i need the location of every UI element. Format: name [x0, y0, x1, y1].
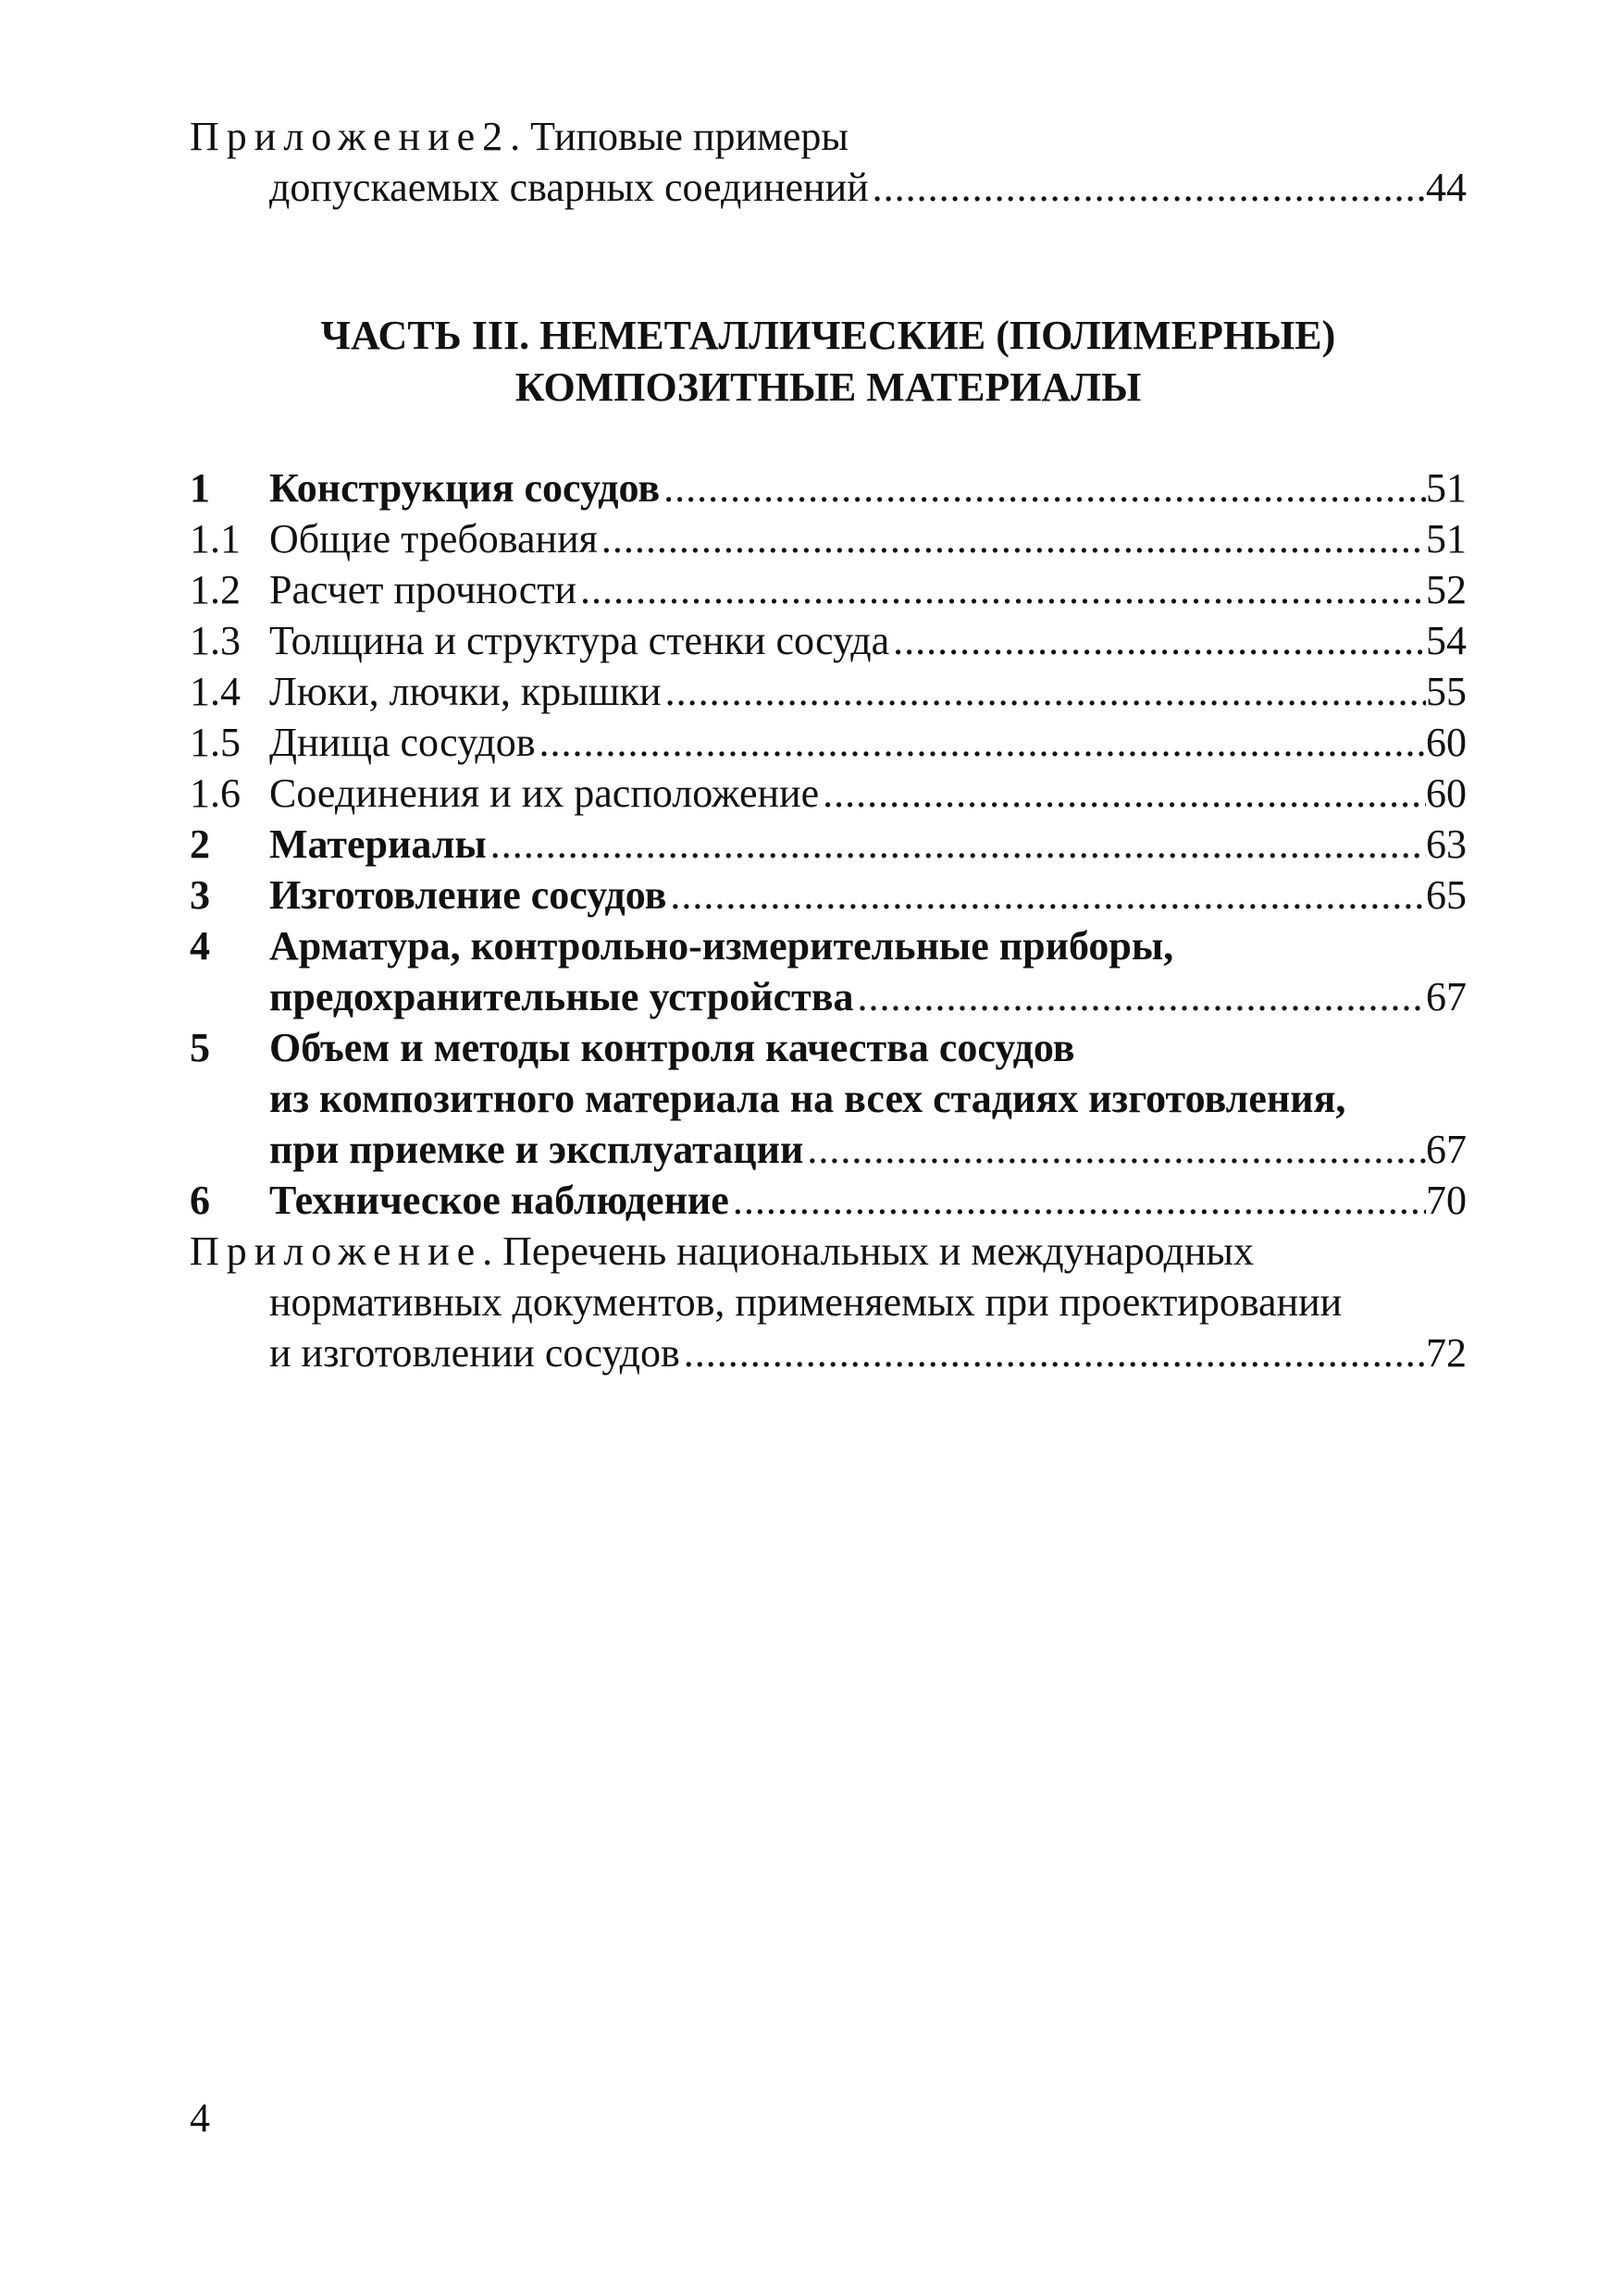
dot-leader: [680, 1327, 1426, 1379]
part-heading-line1: ЧАСТЬ III. НЕМЕТАЛЛИЧЕСКИЕ (ПОЛИМЕРНЫЕ): [320, 313, 1336, 358]
dot-leader: [854, 971, 1427, 1023]
toc-entry-title: Днища сосудов: [269, 720, 536, 765]
toc-entry-number: 1.3: [190, 618, 241, 663]
toc-entry-title: Арматура, контрольно-измерительные приборы,: [269, 923, 1174, 969]
toc-entry-number: 2: [190, 821, 210, 867]
toc-entry-title: предохранительные устройства: [269, 974, 854, 1019]
dot-leader: [666, 870, 1426, 921]
prev-appendix-title-1: . Типовые примеры: [510, 114, 849, 159]
part-heading-line2: КОМПОЗИТНЫЕ МАТЕРИАЛЫ: [514, 364, 1142, 410]
prev-appendix-title-2: допускаемых сварных соединений: [269, 165, 869, 210]
dot-leader: [819, 768, 1426, 820]
toc-entry-number: 1.1: [190, 516, 241, 562]
toc-entry-number: 3: [190, 872, 210, 918]
dot-leader: [576, 564, 1426, 616]
dot-leader: [487, 819, 1426, 870]
appendix-label: Приложение: [190, 1228, 483, 1274]
toc-entry-1-4[interactable]: [190, 666, 1467, 718]
toc-entry-6[interactable]: [190, 1175, 1467, 1227]
toc-entry-title: Конструкция сосудов: [269, 465, 661, 511]
toc-entry-number: 1.2: [190, 567, 241, 612]
appendix-line3[interactable]: [190, 1327, 1467, 1379]
toc-entry-page: 70: [1426, 1178, 1467, 1223]
toc-entry-title: Общие требования: [269, 516, 598, 562]
toc-entry-1-3[interactable]: [190, 615, 1467, 667]
toc-entry-1-1[interactable]: [190, 513, 1467, 565]
toc-entry-5-line1[interactable]: [190, 1022, 1467, 1074]
toc-entry-title: Объем и методы контроля качества сосудов: [269, 1025, 1075, 1070]
appendix-line2[interactable]: [190, 1277, 1467, 1328]
toc-entry-title: Расчет прочности: [269, 567, 577, 612]
appendix-title-1: . Перечень национальных и международных: [482, 1228, 1254, 1274]
toc-entry-page: 55: [1426, 669, 1467, 714]
toc-entry-page: 51: [1426, 465, 1467, 511]
prev-appendix-number: 2: [482, 114, 511, 159]
dot-leader: [729, 1175, 1426, 1227]
toc-entry-number: 1: [190, 465, 210, 511]
dot-leader: [660, 463, 1426, 514]
toc-entry-title: Люки, лючки, крышки: [269, 669, 662, 714]
toc-entry-1[interactable]: [190, 463, 1467, 514]
prev-appendix-line2[interactable]: [190, 162, 1467, 214]
prev-appendix-line1: [190, 111, 1467, 163]
toc-entry-page: 63: [1426, 821, 1467, 867]
toc-entry-2[interactable]: [190, 819, 1467, 870]
toc-entry-4-line2[interactable]: [190, 971, 1467, 1023]
toc-entry-page: 60: [1426, 720, 1467, 765]
toc-entry-number: 1.5: [190, 720, 241, 765]
toc-entry-5-line2[interactable]: [190, 1073, 1467, 1125]
toc-entry-title: Техническое наблюдение: [269, 1178, 729, 1223]
toc-entry-number: 1.6: [190, 771, 241, 816]
toc-entry-page: 60: [1426, 771, 1467, 816]
prev-appendix-label: Приложение: [190, 114, 483, 159]
toc-entry-page: 51: [1426, 516, 1467, 562]
toc-entry-1-2[interactable]: [190, 564, 1467, 616]
dot-leader: [662, 666, 1426, 718]
toc-entry-title: при приемке и эксплуатации: [269, 1127, 804, 1172]
toc-entry-title: из композитного материала на всех стадиях изготовления,: [269, 1076, 1346, 1121]
toc-entry-1-6[interactable]: [190, 768, 1467, 820]
dot-leader: [535, 717, 1426, 769]
toc-entry-page: 54: [1426, 618, 1467, 663]
toc-entry-title: Соединения и их расположение: [269, 771, 820, 816]
toc-entry-number: 5: [190, 1025, 210, 1070]
appendix-line1[interactable]: [190, 1226, 1467, 1278]
toc-entry-page: 65: [1426, 872, 1467, 918]
toc-entry-title: Изготовление сосудов: [269, 872, 667, 918]
toc-entry-page: 52: [1426, 567, 1467, 612]
page-number: 4: [190, 2095, 210, 2141]
prev-appendix-page: 44: [1426, 165, 1467, 210]
toc-entry-1-5[interactable]: [190, 717, 1467, 769]
appendix-title-3: и изготовлении сосудов: [269, 1330, 680, 1376]
dot-leader: [803, 1124, 1426, 1176]
toc-entry-title: Толщина и структура стенки сосуда: [269, 618, 890, 663]
toc-entry-5-line3[interactable]: [190, 1124, 1467, 1176]
dot-leader: [869, 162, 1426, 214]
appendix-title-2: нормативных документов, применяемых при проектировании: [269, 1279, 1343, 1325]
dot-leader: [889, 615, 1426, 667]
appendix-page: 72: [1426, 1330, 1467, 1376]
toc-entry-4-line1[interactable]: [190, 920, 1467, 972]
toc-entry-3[interactable]: [190, 870, 1467, 921]
toc-entry-number: 6: [190, 1178, 210, 1223]
toc-entry-number: 1.4: [190, 669, 241, 714]
toc-entry-title: Материалы: [269, 821, 487, 867]
toc-entry-page: 67: [1426, 974, 1467, 1019]
toc-entry-number: 4: [190, 923, 210, 969]
toc-entry-page: 67: [1426, 1127, 1467, 1172]
dot-leader: [598, 513, 1426, 565]
